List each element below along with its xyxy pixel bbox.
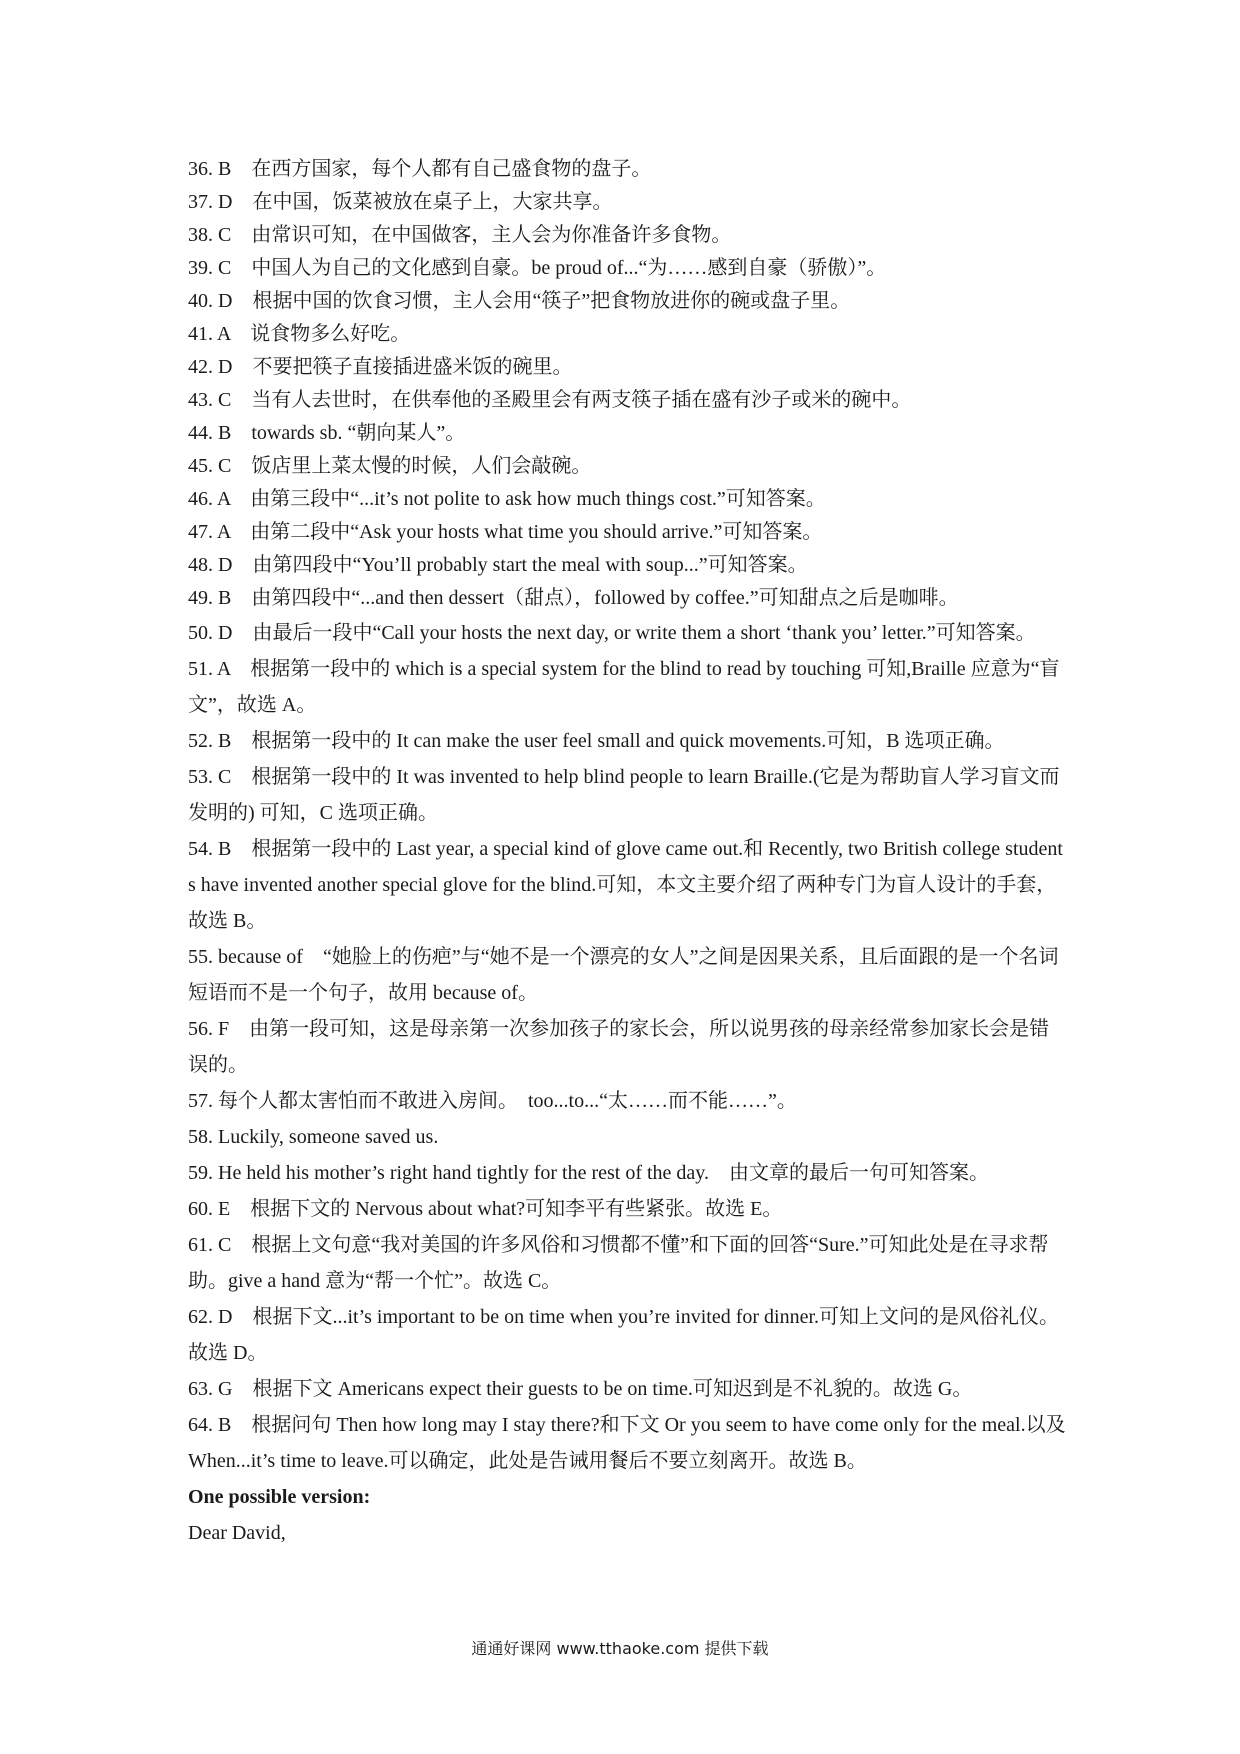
answer-line: 47. A 由第二段中“Ask your hosts what time you should arrive.”可知答案。 xyxy=(188,521,823,543)
answer-line: 36. B 在西方国家，每个人都有自己盛食物的盘子。 xyxy=(188,158,652,180)
answer-line: 40. D 根据中国的饮食习惯，主人会用“筷子”把食物放进你的碗或盘子里。 xyxy=(188,290,851,312)
answer-paragraph: 61. C 根据上文句意“我对美国的许多风俗和习惯都不懂”和下面的回答“Sure.”可知此处是在寻求帮助。give a hand 意为“帮一个忙”。故选 C。 xyxy=(188,1234,1049,1292)
answer-paragraph: 62. D 根据下文...it’s important to be on time when you’re invited for dinner.可知上文问的是风俗礼仪。故选 D。 xyxy=(188,1306,1060,1364)
salutation: Dear David, xyxy=(188,1522,286,1544)
answer-line: 43. C 当有人去世时，在供奉他的圣殿里会有两支筷子插在盛有沙子或米的碗中。 xyxy=(188,389,912,411)
answer-line: 39. C 中国人为自己的文化感到自豪。be proud of...“为……感到自豪（骄傲）”。 xyxy=(188,257,887,279)
answer-line: 45. C 饭店里上菜太慢的时候，人们会敲碗。 xyxy=(188,455,592,477)
answer-paragraph: 58. Luckily, someone saved us. xyxy=(188,1126,439,1148)
answer-paragraph: 57. 每个人都太害怕而不敢进入房间。 too...to...“太……而不能……”。 xyxy=(188,1090,797,1112)
answer-line: 41. A 说食物多么好吃。 xyxy=(188,323,411,345)
answer-line: 46. A 由第三段中“...it’s not polite to ask how much things cost.”可知答案。 xyxy=(188,488,826,510)
answer-paragraph: 56. F 由第一段可知，这是母亲第一次参加孩子的家长会，所以说男孩的母亲经常参加家长会是错误的。 xyxy=(188,1018,1050,1076)
answer-line: 44. B towards sb. “朝向某人”。 xyxy=(188,422,466,444)
answer-paragraph: 59. He held his mother’s right hand tightly for the rest of the day. 由文章的最后一句可知答案。 xyxy=(188,1162,990,1184)
answer-paragraph: 50. D 由最后一段中“Call your hosts the next day, or write them a short ‘thank you’ letter.”可知答案。 xyxy=(188,622,1036,644)
answer-key xyxy=(188,153,1068,1551)
answer-paragraph: 53. C 根据第一段中的 It was invented to help blind people to learn Braille.(它是为帮助盲人学习盲文而发明的) 可知，C 选项正确。 xyxy=(188,766,1060,824)
page-footer: 通通好课网 www.tthaoke.com 提供下载 xyxy=(471,1639,769,1658)
answer-paragraph: 60. E 根据下文的 Nervous about what?可知李平有些紧张。故选 E。 xyxy=(188,1198,783,1220)
answer-paragraph: 63. G 根据下文 Americans expect their guests to be on time.可知迟到是不礼貌的。故选 G。 xyxy=(188,1378,973,1400)
answer-paragraph: 52. B 根据第一段中的 It can make the user feel small and quick movements.可知，B 选项正确。 xyxy=(188,730,1005,752)
answer-line: 38. C 由常识可知，在中国做客，主人会为你准备许多食物。 xyxy=(188,224,732,246)
answer-line: 37. D 在中国，饭菜被放在桌子上，大家共享。 xyxy=(188,191,613,213)
answer-paragraph: 51. A 根据第一段中的 which is a special system for the blind to read by touching 可知,Braille 应意为“盲文”，故选 A。 xyxy=(188,658,1060,716)
answer-paragraph: 54. B 根据第一段中的 Last year, a special kind of glove came out.和 Recently, two British college students have invented another special glove for the blind.可知，本文主要介绍了两种专门为盲人设计的手套，故选 B。 xyxy=(188,838,1063,932)
answer-line: 49. B 由第四段中“...and then dessert（甜点），followed by coffee.”可知甜点之后是咖啡。 xyxy=(188,587,959,609)
answer-line: 42. D 不要把筷子直接插进盛米饭的碗里。 xyxy=(188,356,573,378)
answer-paragraph: 55. because of “她脸上的伤疤”与“她不是一个漂亮的女人”之间是因果关系，且后面跟的是一个名词短语而不是一个句子，故用 because of。 xyxy=(188,946,1059,1004)
answer-line: 48. D 由第四段中“You’ll probably start the meal with soup...”可知答案。 xyxy=(188,554,808,576)
version-heading: One possible version: xyxy=(188,1486,371,1508)
answer-paragraph: 64. B 根据问句 Then how long may I stay there?和下文 Or you seem to have come only for the meal.以及 When...it’s time to leave.可以确定，此处是告诫用餐后不要立刻离开。故选 B。 xyxy=(188,1414,1066,1472)
